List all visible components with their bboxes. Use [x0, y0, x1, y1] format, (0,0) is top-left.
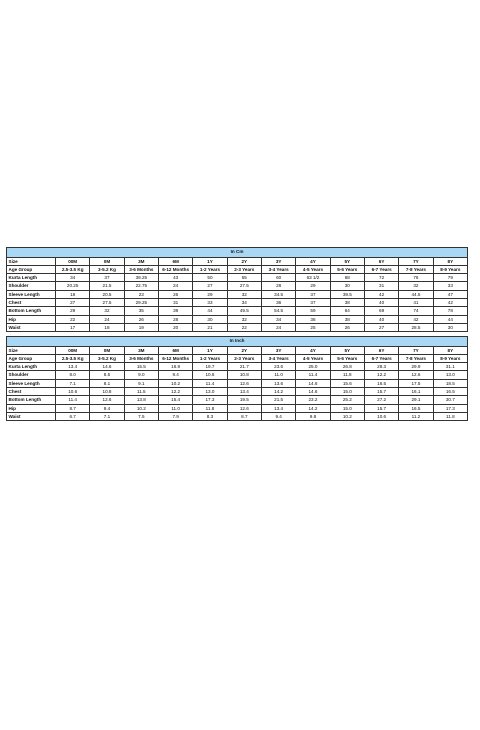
size-column-header: 00M [56, 346, 90, 354]
unit-title: In Cm [7, 248, 468, 258]
measurement-cell: 10.8 [227, 371, 261, 379]
measurement-cell: 15.5 [124, 363, 158, 371]
measurement-cell: 28.3 [364, 363, 398, 371]
measurement-cell: 37 [296, 290, 330, 298]
size-chart-inch [6, 336, 468, 421]
measurement-cell: 19 [124, 323, 158, 331]
measurement-cell: 63 1/2 [296, 274, 330, 282]
measurement-cell: 12.6 [227, 379, 261, 387]
measurement-cell: 12.6 [227, 404, 261, 412]
age-group-cell: 3-5.2 Kg [90, 354, 124, 362]
measurement-cell: 11.4 [56, 396, 90, 404]
measurement-cell: 27 [364, 323, 398, 331]
measurement-cell: 17.5 [399, 379, 433, 387]
measurement-cell: 54.5 [261, 307, 295, 315]
measurement-label: Shoulder [7, 371, 56, 379]
measurement-cell: 49.5 [227, 307, 261, 315]
measurement-cell: 36 [261, 298, 295, 306]
size-column-header: 6Y [364, 257, 398, 265]
measurement-cell: 28 [158, 315, 192, 323]
measurement-cell: 16.5 [364, 379, 398, 387]
measurement-cell: 17.3 [433, 404, 467, 412]
measurement-cell: 13.4 [261, 404, 295, 412]
measurement-cell: 20.5 [90, 290, 124, 298]
measurement-cell: 32 [90, 307, 124, 315]
measurement-cell: 8.7 [56, 404, 90, 412]
measurement-cell: 10.8 [90, 387, 124, 395]
age-group-cell: 3-6 Months [124, 354, 158, 362]
table-row [7, 396, 468, 404]
measurement-cell: 36 [296, 315, 330, 323]
measurement-cell: 11.8 [330, 371, 364, 379]
measurement-cell: 15.6 [330, 379, 364, 387]
measurement-cell: 13.4 [56, 363, 90, 371]
table-row [7, 363, 468, 371]
measurement-cell: 9.8 [296, 412, 330, 420]
measurement-cell: 21.5 [90, 282, 124, 290]
measurement-label: Hip [7, 315, 56, 323]
measurement-cell: 21.7 [227, 363, 261, 371]
age-group-cell: 2-3 Years [227, 265, 261, 273]
measurement-cell: 8.1 [90, 379, 124, 387]
measurement-cell: 31.1 [433, 363, 467, 371]
measurement-cell: 42 [364, 290, 398, 298]
age-group-cell: 7-8 Years [399, 265, 433, 273]
measurement-cell: 38 [330, 315, 364, 323]
unit-header-row [7, 337, 468, 347]
measurement-cell: 27.5 [227, 282, 261, 290]
measurement-cell: 9.0 [124, 371, 158, 379]
measurement-cell: 42 [399, 315, 433, 323]
table-row [7, 404, 468, 412]
measurement-label: Sleeve Length [7, 379, 56, 387]
measurement-cell: 78 [433, 307, 467, 315]
measurement-cell: 32 [227, 290, 261, 298]
measurement-cell: 25 [296, 323, 330, 331]
measurement-cell: 29 [296, 282, 330, 290]
measurement-cell: 10.6 [193, 371, 227, 379]
size-column-header: 00M [56, 257, 90, 265]
age-group-cell: 4-5 Years [296, 354, 330, 362]
age-group-cell: 6-12 Months [158, 265, 192, 273]
measurement-cell: 23.6 [261, 363, 295, 371]
measurement-cell: 15.0 [330, 404, 364, 412]
size-column-header: 6M [158, 257, 192, 265]
measurement-cell: 7.5 [124, 412, 158, 420]
measurement-cell: 9.4 [261, 412, 295, 420]
age-group-cell: 3-4 Years [261, 354, 295, 362]
age-group-cell: 5-6 Years [330, 354, 364, 362]
size-column-header: 3Y [261, 257, 295, 265]
measurement-cell: 11.2 [399, 412, 433, 420]
measurement-cell: 24 [261, 323, 295, 331]
measurement-cell: 18 [56, 290, 90, 298]
size-column-header: 3M [124, 257, 158, 265]
measurement-cell: 44 [433, 315, 467, 323]
measurement-cell: 28 [261, 282, 295, 290]
measurement-cell: 74 [399, 307, 433, 315]
measurement-cell: 9.4 [158, 371, 192, 379]
measurement-cell: 13.0 [193, 387, 227, 395]
measurement-cell: 15.7 [364, 387, 398, 395]
measurement-cell: 22.75 [124, 282, 158, 290]
measurement-cell: 47 [433, 290, 467, 298]
measurement-cell: 79 [433, 274, 467, 282]
size-column-header: 2Y [227, 257, 261, 265]
size-column-header: 5Y [330, 346, 364, 354]
age-group-cell: 2.5-3.5 Kg [56, 354, 90, 362]
size-column-header: 1Y [193, 346, 227, 354]
measurement-cell: 37 [90, 274, 124, 282]
measurement-label: Chest [7, 298, 56, 306]
measurement-cell: 33 [193, 298, 227, 306]
age-group-cell: 3-4 Years [261, 265, 295, 273]
measurement-cell: 72 [364, 274, 398, 282]
size-column-header: 5Y [330, 257, 364, 265]
measurement-cell: 25.0 [296, 363, 330, 371]
measurement-cell: 16.5 [433, 387, 467, 395]
measurement-cell: 15.7 [364, 404, 398, 412]
measurement-cell: 29 [56, 307, 90, 315]
measurement-cell: 10.2 [124, 404, 158, 412]
age-group-cell: 8-9 Years [433, 265, 467, 273]
size-column-header: 8Y [433, 346, 467, 354]
measurement-cell: 12.2 [364, 371, 398, 379]
measurement-cell: 39.25 [124, 274, 158, 282]
age-group-label: Age Group [7, 354, 56, 362]
age-group-cell: 7-8 Years [399, 354, 433, 362]
measurement-label: Bottom Length [7, 307, 56, 315]
measurement-cell: 23 [124, 290, 158, 298]
measurement-cell: 18 [90, 323, 124, 331]
measurement-label: Waist [7, 323, 56, 331]
age-group-cell: 2.5-3.5 Kg [56, 265, 90, 273]
measurement-cell: 40 [364, 315, 398, 323]
age-group-row [7, 354, 468, 362]
table-row [7, 307, 468, 315]
measurement-cell: 31 [364, 282, 398, 290]
measurement-cell: 13.8 [124, 396, 158, 404]
measurement-cell: 19.5 [227, 396, 261, 404]
measurement-cell: 30 [433, 323, 467, 331]
measurement-cell: 18.5 [433, 379, 467, 387]
measurement-cell: 11.8 [193, 404, 227, 412]
size-header-row [7, 257, 468, 265]
measurement-label: Shoulder [7, 282, 56, 290]
unit-title: In Inch [7, 337, 468, 347]
measurement-cell: 14.2 [296, 404, 330, 412]
table-row [7, 290, 468, 298]
measurement-cell: 64 [330, 307, 364, 315]
table-row [7, 298, 468, 306]
measurement-cell: 25.2 [330, 396, 364, 404]
measurement-cell: 20.25 [56, 282, 90, 290]
age-group-cell: 1-2 Years [193, 354, 227, 362]
age-group-cell: 2-3 Years [227, 354, 261, 362]
table-row [7, 274, 468, 282]
measurement-cell: 32 [227, 315, 261, 323]
measurement-cell: 16.1 [399, 387, 433, 395]
measurement-cell: 27.5 [90, 298, 124, 306]
measurement-cell: 11.5 [124, 387, 158, 395]
measurement-label: Waist [7, 412, 56, 420]
measurement-cell: 8.7 [227, 412, 261, 420]
measurement-cell: 27.2 [364, 396, 398, 404]
unit-header-row [7, 248, 468, 258]
measurement-cell: 10.2 [158, 379, 192, 387]
measurement-cell: 27 [56, 298, 90, 306]
measurement-cell: 44.5 [399, 290, 433, 298]
measurement-cell: 12.2 [158, 387, 192, 395]
age-group-cell: 1-2 Years [193, 265, 227, 273]
measurement-cell: 7.1 [56, 379, 90, 387]
measurement-cell: 21 [193, 323, 227, 331]
measurement-cell: 17 [56, 323, 90, 331]
measurement-cell: 30.7 [433, 396, 467, 404]
age-group-cell: 6-7 Years [364, 354, 398, 362]
age-group-cell: 3-6 Months [124, 265, 158, 273]
measurement-cell: 15.0 [330, 387, 364, 395]
measurement-cell: 23.2 [296, 396, 330, 404]
measurement-cell: 14.2 [261, 387, 295, 395]
measurement-cell: 34 [227, 298, 261, 306]
measurement-cell: 39.5 [330, 290, 364, 298]
table-row [7, 323, 468, 331]
measurement-cell: 12.6 [399, 371, 433, 379]
measurement-cell: 37 [296, 298, 330, 306]
age-group-row [7, 265, 468, 273]
measurement-cell: 20 [158, 323, 192, 331]
measurement-label: Hip [7, 404, 56, 412]
measurement-cell: 34 [56, 274, 90, 282]
measurement-cell: 27 [193, 282, 227, 290]
measurement-cell: 10.6 [56, 387, 90, 395]
measurement-cell: 31 [158, 298, 192, 306]
measurement-cell: 26 [330, 323, 364, 331]
measurement-cell: 9.4 [90, 404, 124, 412]
measurement-cell: 59 [296, 307, 330, 315]
measurement-cell: 6.7 [56, 412, 90, 420]
measurement-cell: 17.3 [193, 396, 227, 404]
measurement-cell: 13.0 [433, 371, 467, 379]
measurement-cell: 33 [433, 282, 467, 290]
age-group-cell: 3-5.2 Kg [90, 265, 124, 273]
measurement-cell: 29.1 [399, 396, 433, 404]
measurement-cell: 19.7 [193, 363, 227, 371]
measurement-cell: 50 [193, 274, 227, 282]
measurement-cell: 26 [158, 290, 192, 298]
size-column-header: 7Y [399, 346, 433, 354]
measurement-cell: 60 [261, 274, 295, 282]
measurement-cell: 10.6 [364, 412, 398, 420]
size-column-header: 6M [158, 346, 192, 354]
table-row [7, 387, 468, 395]
measurement-cell: 13.6 [261, 379, 295, 387]
measurement-cell: 42 [433, 298, 467, 306]
measurement-cell: 21.5 [261, 396, 295, 404]
measurement-cell: 16.9 [158, 363, 192, 371]
size-column-header: 7Y [399, 257, 433, 265]
measurement-label: Bottom Length [7, 396, 56, 404]
measurement-cell: 35 [124, 307, 158, 315]
measurement-cell: 7.9 [158, 412, 192, 420]
measurement-cell: 9.1 [124, 379, 158, 387]
measurement-cell: 22 [56, 315, 90, 323]
measurement-cell: 8.5 [90, 371, 124, 379]
table-row [7, 379, 468, 387]
age-group-cell: 8-9 Years [433, 354, 467, 362]
measurement-cell: 14.6 [296, 379, 330, 387]
age-group-cell: 6-12 Months [158, 354, 192, 362]
measurement-cell: 34.5 [261, 290, 295, 298]
size-header-row [7, 346, 468, 354]
measurement-cell: 7.1 [90, 412, 124, 420]
measurement-cell: 38 [330, 298, 364, 306]
size-column-header: 4Y [296, 346, 330, 354]
measurement-cell: 76 [399, 274, 433, 282]
table-row [7, 371, 468, 379]
measurement-cell: 24 [158, 282, 192, 290]
measurement-label: Kurta Length [7, 363, 56, 371]
measurement-cell: 16.5 [399, 404, 433, 412]
size-column-header: 2Y [227, 346, 261, 354]
age-group-cell: 6-7 Years [364, 265, 398, 273]
measurement-cell: 13.4 [227, 387, 261, 395]
measurement-cell: 29.25 [124, 298, 158, 306]
measurement-cell: 39 [158, 307, 192, 315]
measurement-cell: 11.0 [261, 371, 295, 379]
measurement-cell: 11.4 [296, 371, 330, 379]
measurement-cell: 26.8 [330, 363, 364, 371]
measurement-cell: 26 [124, 315, 158, 323]
age-group-label: Age Group [7, 265, 56, 273]
size-label: Size [7, 257, 56, 265]
size-column-header: 4Y [296, 257, 330, 265]
measurement-cell: 43 [158, 274, 192, 282]
size-column-header: 0M [90, 257, 124, 265]
table-row [7, 412, 468, 420]
measurement-cell: 28.5 [399, 323, 433, 331]
measurement-cell: 29 [193, 290, 227, 298]
measurement-cell: 69 [364, 307, 398, 315]
measurement-cell: 11.8 [433, 412, 467, 420]
measurement-cell: 8.3 [193, 412, 227, 420]
measurement-cell: 68 [330, 274, 364, 282]
measurement-cell: 11.0 [158, 404, 192, 412]
measurement-cell: 11.4 [193, 379, 227, 387]
measurement-cell: 55 [227, 274, 261, 282]
measurement-cell: 41 [399, 298, 433, 306]
table-row [7, 282, 468, 290]
measurement-cell: 34 [261, 315, 295, 323]
measurement-label: Chest [7, 387, 56, 395]
measurement-label: Kurta Length [7, 274, 56, 282]
size-label: Size [7, 346, 56, 354]
size-column-header: 3M [124, 346, 158, 354]
measurement-cell: 44 [193, 307, 227, 315]
table-row [7, 315, 468, 323]
measurement-label: Sleeve Length [7, 290, 56, 298]
size-column-header: 3Y [261, 346, 295, 354]
size-column-header: 0M [90, 346, 124, 354]
measurement-cell: 12.6 [90, 396, 124, 404]
measurement-cell: 14.6 [90, 363, 124, 371]
measurement-cell: 32 [399, 282, 433, 290]
measurement-cell: 22 [227, 323, 261, 331]
measurement-cell: 24 [90, 315, 124, 323]
age-group-cell: 4-5 Years [296, 265, 330, 273]
age-group-cell: 5-6 Years [330, 265, 364, 273]
size-column-header: 1Y [193, 257, 227, 265]
measurement-cell: 14.6 [296, 387, 330, 395]
measurement-cell: 29.9 [399, 363, 433, 371]
measurement-cell: 40 [364, 298, 398, 306]
size-chart-cm [6, 247, 468, 332]
measurement-cell: 8.0 [56, 371, 90, 379]
size-column-header: 6Y [364, 346, 398, 354]
measurement-cell: 10.2 [330, 412, 364, 420]
measurement-cell: 15.4 [158, 396, 192, 404]
size-column-header: 8Y [433, 257, 467, 265]
measurement-cell: 30 [330, 282, 364, 290]
measurement-cell: 30 [193, 315, 227, 323]
